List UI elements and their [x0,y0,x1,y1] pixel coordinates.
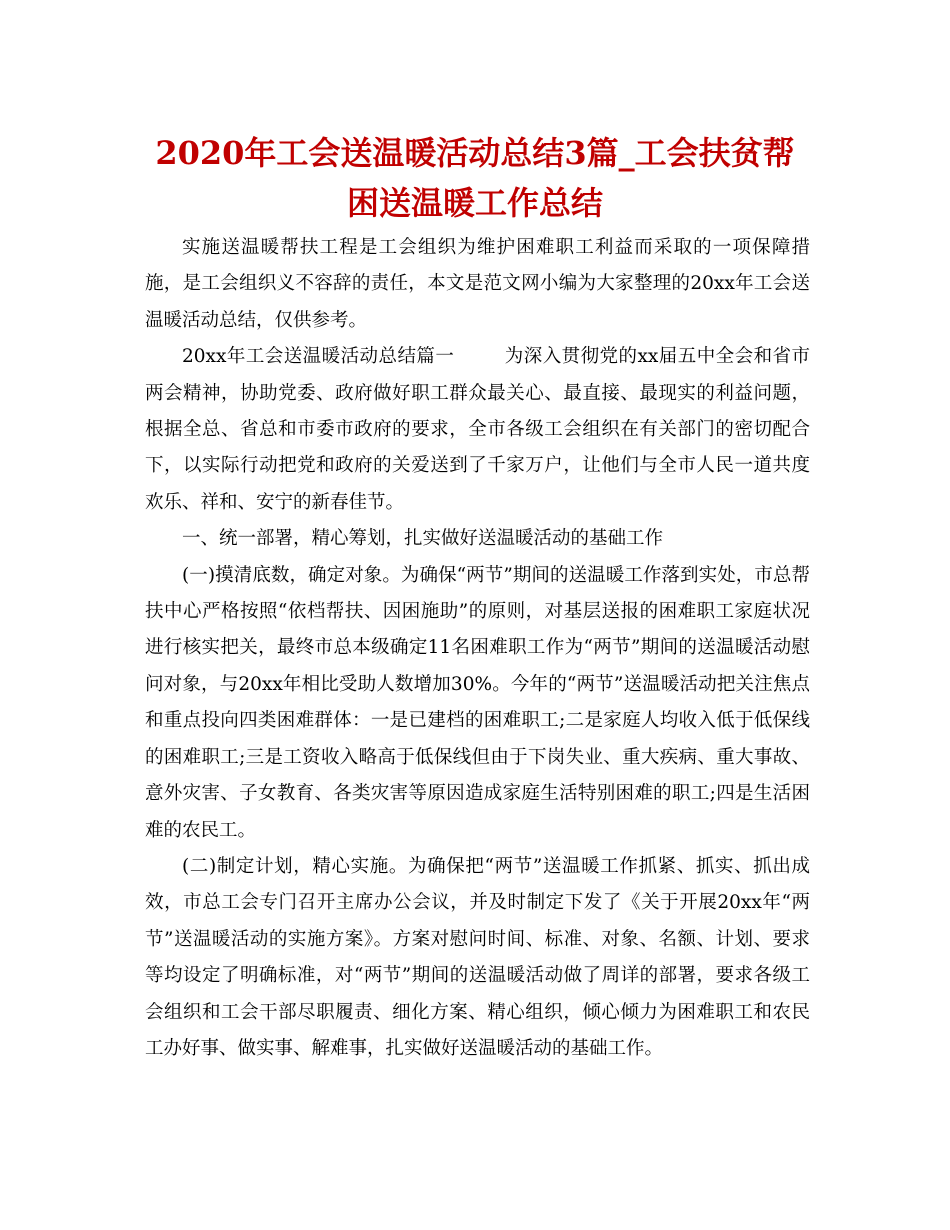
document-body [145,230,810,1067]
body-paragraph: (一)摸清底数，确定对象。为确保“两节”期间的送温暖工作落到实处，市总帮扶中心严格按照“依档帮扶、因困施助”的原则，对基层送报的困难职工家庭状况进行核实把关，最终市总本级确定11名困难职工作为“两节”期间的送温暖活动慰问对象，与20xx年相比受助人数增加30%。今年的“两节”送温暖活动把关注焦点和重点投向四类困难群体：一是已建档的困难职工;二是家庭人均收入低于低保线的困难职工;三是工资收入略高于低保线但由于下岗失业、重大疾病、重大事故、意外灾害、子女教育、各类灾害等原因造成家庭生活特别困难的职工;四是生活困难的农民工。 [145,564,810,841]
body-paragraph: (二)制定计划，精心实施。为确保把“两节”送温暖工作抓紧、抓实、抓出成效，市总工会专门召开主席办公会议，并及时制定下发了《关于开展20xx年“两节”送温暖活动的实施方案》。方案对慰问时间、标准、对象、名额、计划、要求等均设定了明确标准，对“两节”期间的送温暖活动做了周详的部署，要求各级工会组织和工会干部尽职履责、细化方案、精心组织，倾心倾力为困难职工和农民工办好事、做实事、解难事，扎实做好送温暖活动的基础工作。 [145,855,810,1059]
document-title: 2020年工会送温暖活动总结3篇_工会扶贫帮困送温暖工作总结 [155,134,795,222]
section-paragraph [145,339,810,521]
intro-paragraph: 实施送温暖帮扶工程是工会组织为维护困难职工利益而采取的一项保障措施，是工会组织义不容辞的责任，本文是范文网小编为大家整理的20xx年工会送温暖活动总结，仅供参考。 [145,237,810,331]
subheading-paragraph: 一、统一部署，精心筹划，扎实做好送温暖活动的基础工作 [182,528,664,550]
section-intro-text: 为深入贯彻党的xx届五中全会和省市两会精神，协助党委、政府做好职工群众最关心、最直接、最现实的利益问题，根据全总、省总和市委市政府的要求，全市各级工会组织在有关部门的密切配合下，以实际行动把党和政府的关爱送到了千家万户，让他们与全市人民一道共度欢乐、祥和、安宁的新春佳节。 [145,346,810,513]
section-heading: 20xx年工会送温暖活动总结篇一 [182,346,455,368]
